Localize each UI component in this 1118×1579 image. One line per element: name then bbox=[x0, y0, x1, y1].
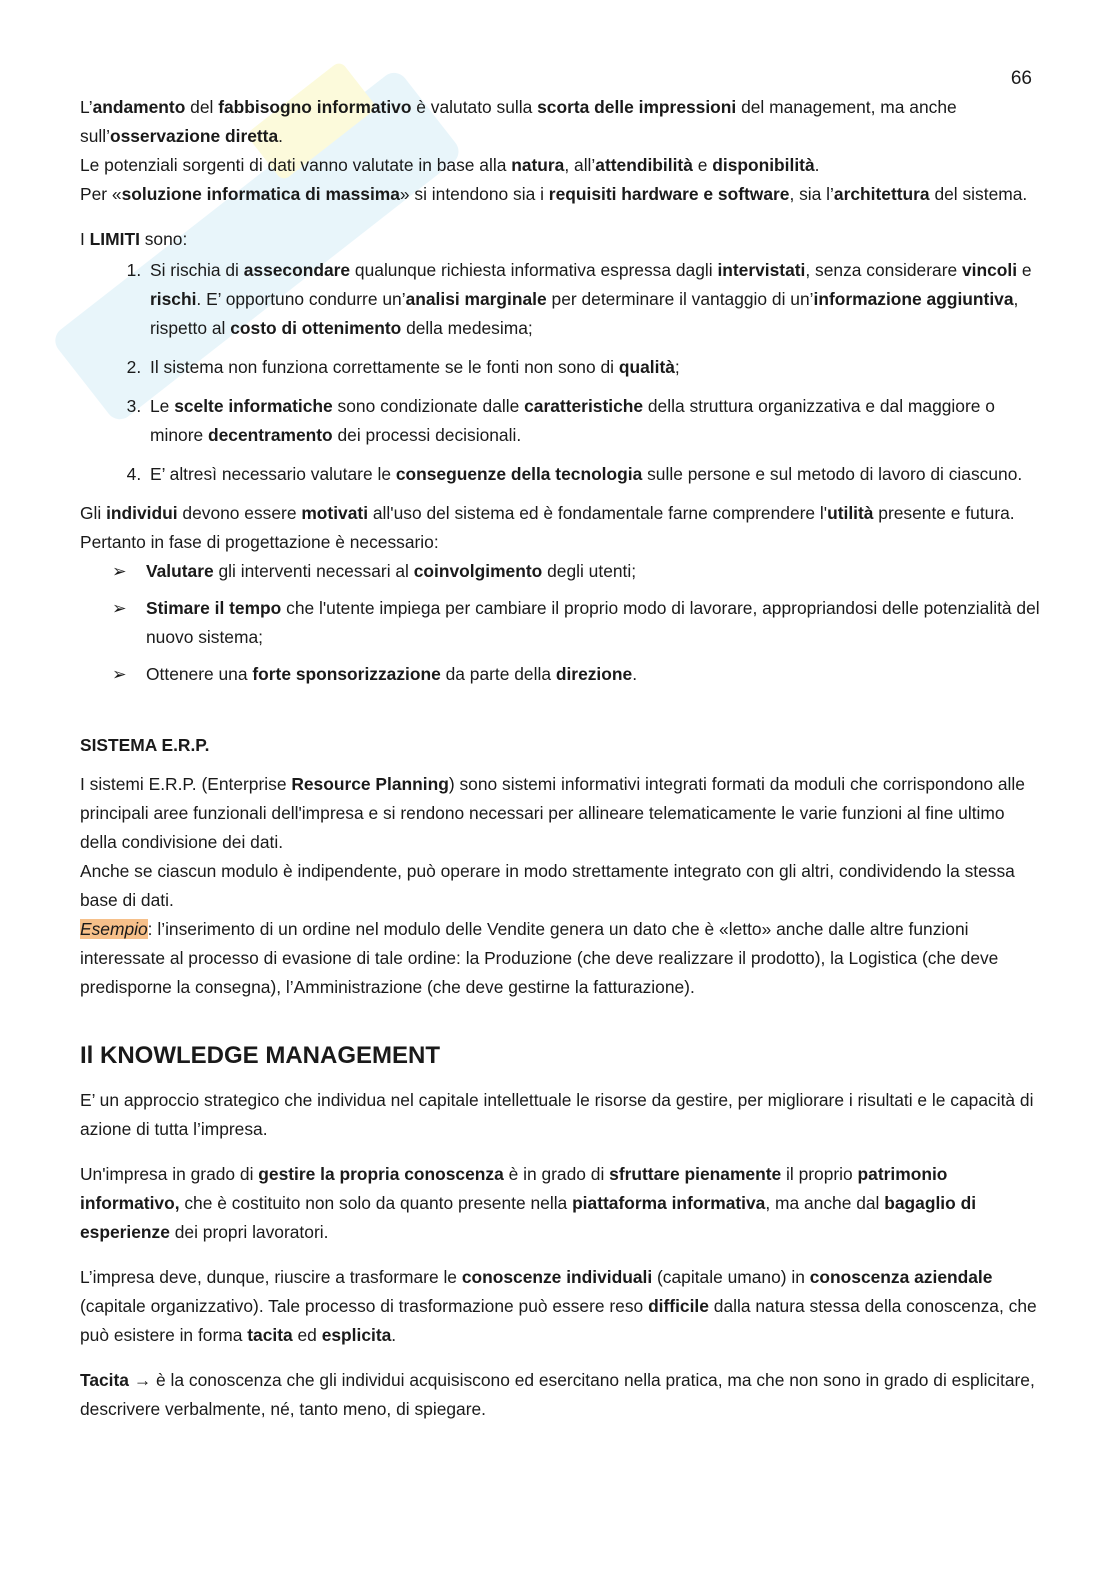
bullet-item: ➢ Stimare il tempo che l'utente impiega per cambiare il proprio modo di lavorare, appropriandosi delle potenzialità del nuovo sistema; bbox=[146, 594, 1040, 652]
erp-example: Esempio: l’inserimento di un ordine nel modulo delle Vendite genera un dato che è «letto» anche dalle altre funzioni interessate al processo di evasione di tale ordine: la Produzione (che deve realizzare il prodotto), la Logistica (che deve predisporne la consegna), l’Amministrazione (che deve gestirne la fatturazione). bbox=[80, 919, 999, 997]
km-paragraph: E’ un approccio strategico che individua nel capitale intellettuale le risorse da gestire, per migliorare i risultati e le capacità di azione di tutta l’impresa. bbox=[80, 1090, 1034, 1139]
paragraph-fabbisogno: L’andamento del fabbisogno informativo è valutato sulla scorta delle impressioni del management, ma anche sull’osservazione diretta. bbox=[80, 97, 957, 146]
bullet-item: ➢ Valutare gli interventi necessari al coinvolgimento degli utenti; bbox=[146, 557, 1040, 586]
limits-item: 2. Il sistema non funziona correttamente se le fonti non sono di qualità; bbox=[146, 353, 1040, 382]
km-paragraph: Un'impresa in grado di gestire la propria conoscenza è in grado di sfruttare pienamente il proprio patrimonio informativo, che è costituito non solo da quanto presente nella piattaforma informativa, ma anche dal bagaglio di esperienze dei propri lavoratori. bbox=[80, 1164, 977, 1242]
km-paragraph-tacita: Tacita → è la conoscenza che gli individui acquisiscono ed esercitano nella pratica, ma che non sono in grado di esplicitare, descrivere verbalmente, né, tanto meno, di spiegare. bbox=[80, 1370, 1035, 1419]
limits-item: 3. Le scelte informatiche sono condizionate dalle caratteristiche della struttura organizzativa e dal maggiore o minore decentramento dei processi decisionali. bbox=[146, 392, 1040, 450]
paragraph-progettazione: Pertanto in fase di progettazione è necessario: bbox=[80, 532, 439, 552]
arrow-bullet-icon: ➢ bbox=[112, 561, 127, 581]
limits-intro: I LIMITI sono: bbox=[80, 229, 188, 249]
limits-item: 1. Si rischia di assecondare qualunque richiesta informativa espressa dagli intervistati, senza considerare vincoli e rischi. E’ opportuno condurre un’analisi marginale per determinare il vantaggio di un’informazione aggiuntiva, rispetto al costo di ottenimento della medesima; bbox=[146, 256, 1040, 343]
erp-heading: SISTEMA E.R.P. bbox=[80, 735, 210, 755]
bullet-item: ➢ Ottenere una forte sponsorizzazione da parte della direzione. bbox=[146, 660, 1040, 689]
arrow-bullet-icon: ➢ bbox=[112, 598, 127, 618]
km-paragraph: L’impresa deve, dunque, riuscire a trasformare le conoscenze individuali (capitale umano) in conoscenza aziendale (capitale organizzativo). Tale processo di trasformazione può essere reso difficile dalla natura stessa della conoscenza, che può esistere in forma tacita ed esplicita. bbox=[80, 1267, 1037, 1345]
paragraph-sorgenti: Le potenziali sorgenti di dati vanno valutate in base alla natura, all’attendibilità e disponibilità. bbox=[80, 155, 820, 175]
page-content bbox=[80, 93, 1040, 1424]
limits-item: 4. E’ altresì necessario valutare le conseguenze della tecnologia sulle persone e sul metodo di lavoro di ciascuno. bbox=[146, 460, 1040, 489]
arrow-bullet-icon: ➢ bbox=[112, 664, 127, 684]
limits-list bbox=[80, 256, 1040, 489]
example-highlight: Esempio bbox=[80, 919, 148, 939]
erp-paragraph: Anche se ciascun modulo è indipendente, può operare in modo strettamente integrato con gli altri, condividendo la stessa base di dati. bbox=[80, 861, 1015, 910]
erp-paragraph: I sistemi E.R.P. (Enterprise Resource Planning) sono sistemi informativi integrati formati da moduli che corrispondono alle principali aree funzionali dell'impresa e si rendono necessari per allineare telematicamente le varie funzioni al fine ultimo della condivisione dei dati. bbox=[80, 774, 1025, 852]
km-heading: Il KNOWLEDGE MANAGEMENT bbox=[80, 1042, 440, 1069]
page-number: 66 bbox=[1010, 68, 1032, 89]
paragraph-individui: Gli individui devono essere motivati all'uso del sistema ed è fondamentale farne comprendere l'utilità presente e futura. bbox=[80, 503, 1015, 523]
bullet-list bbox=[80, 557, 1040, 689]
paragraph-soluzione: Per «soluzione informatica di massima» si intendono sia i requisiti hardware e software, sia l’architettura del sistema. bbox=[80, 184, 1028, 204]
